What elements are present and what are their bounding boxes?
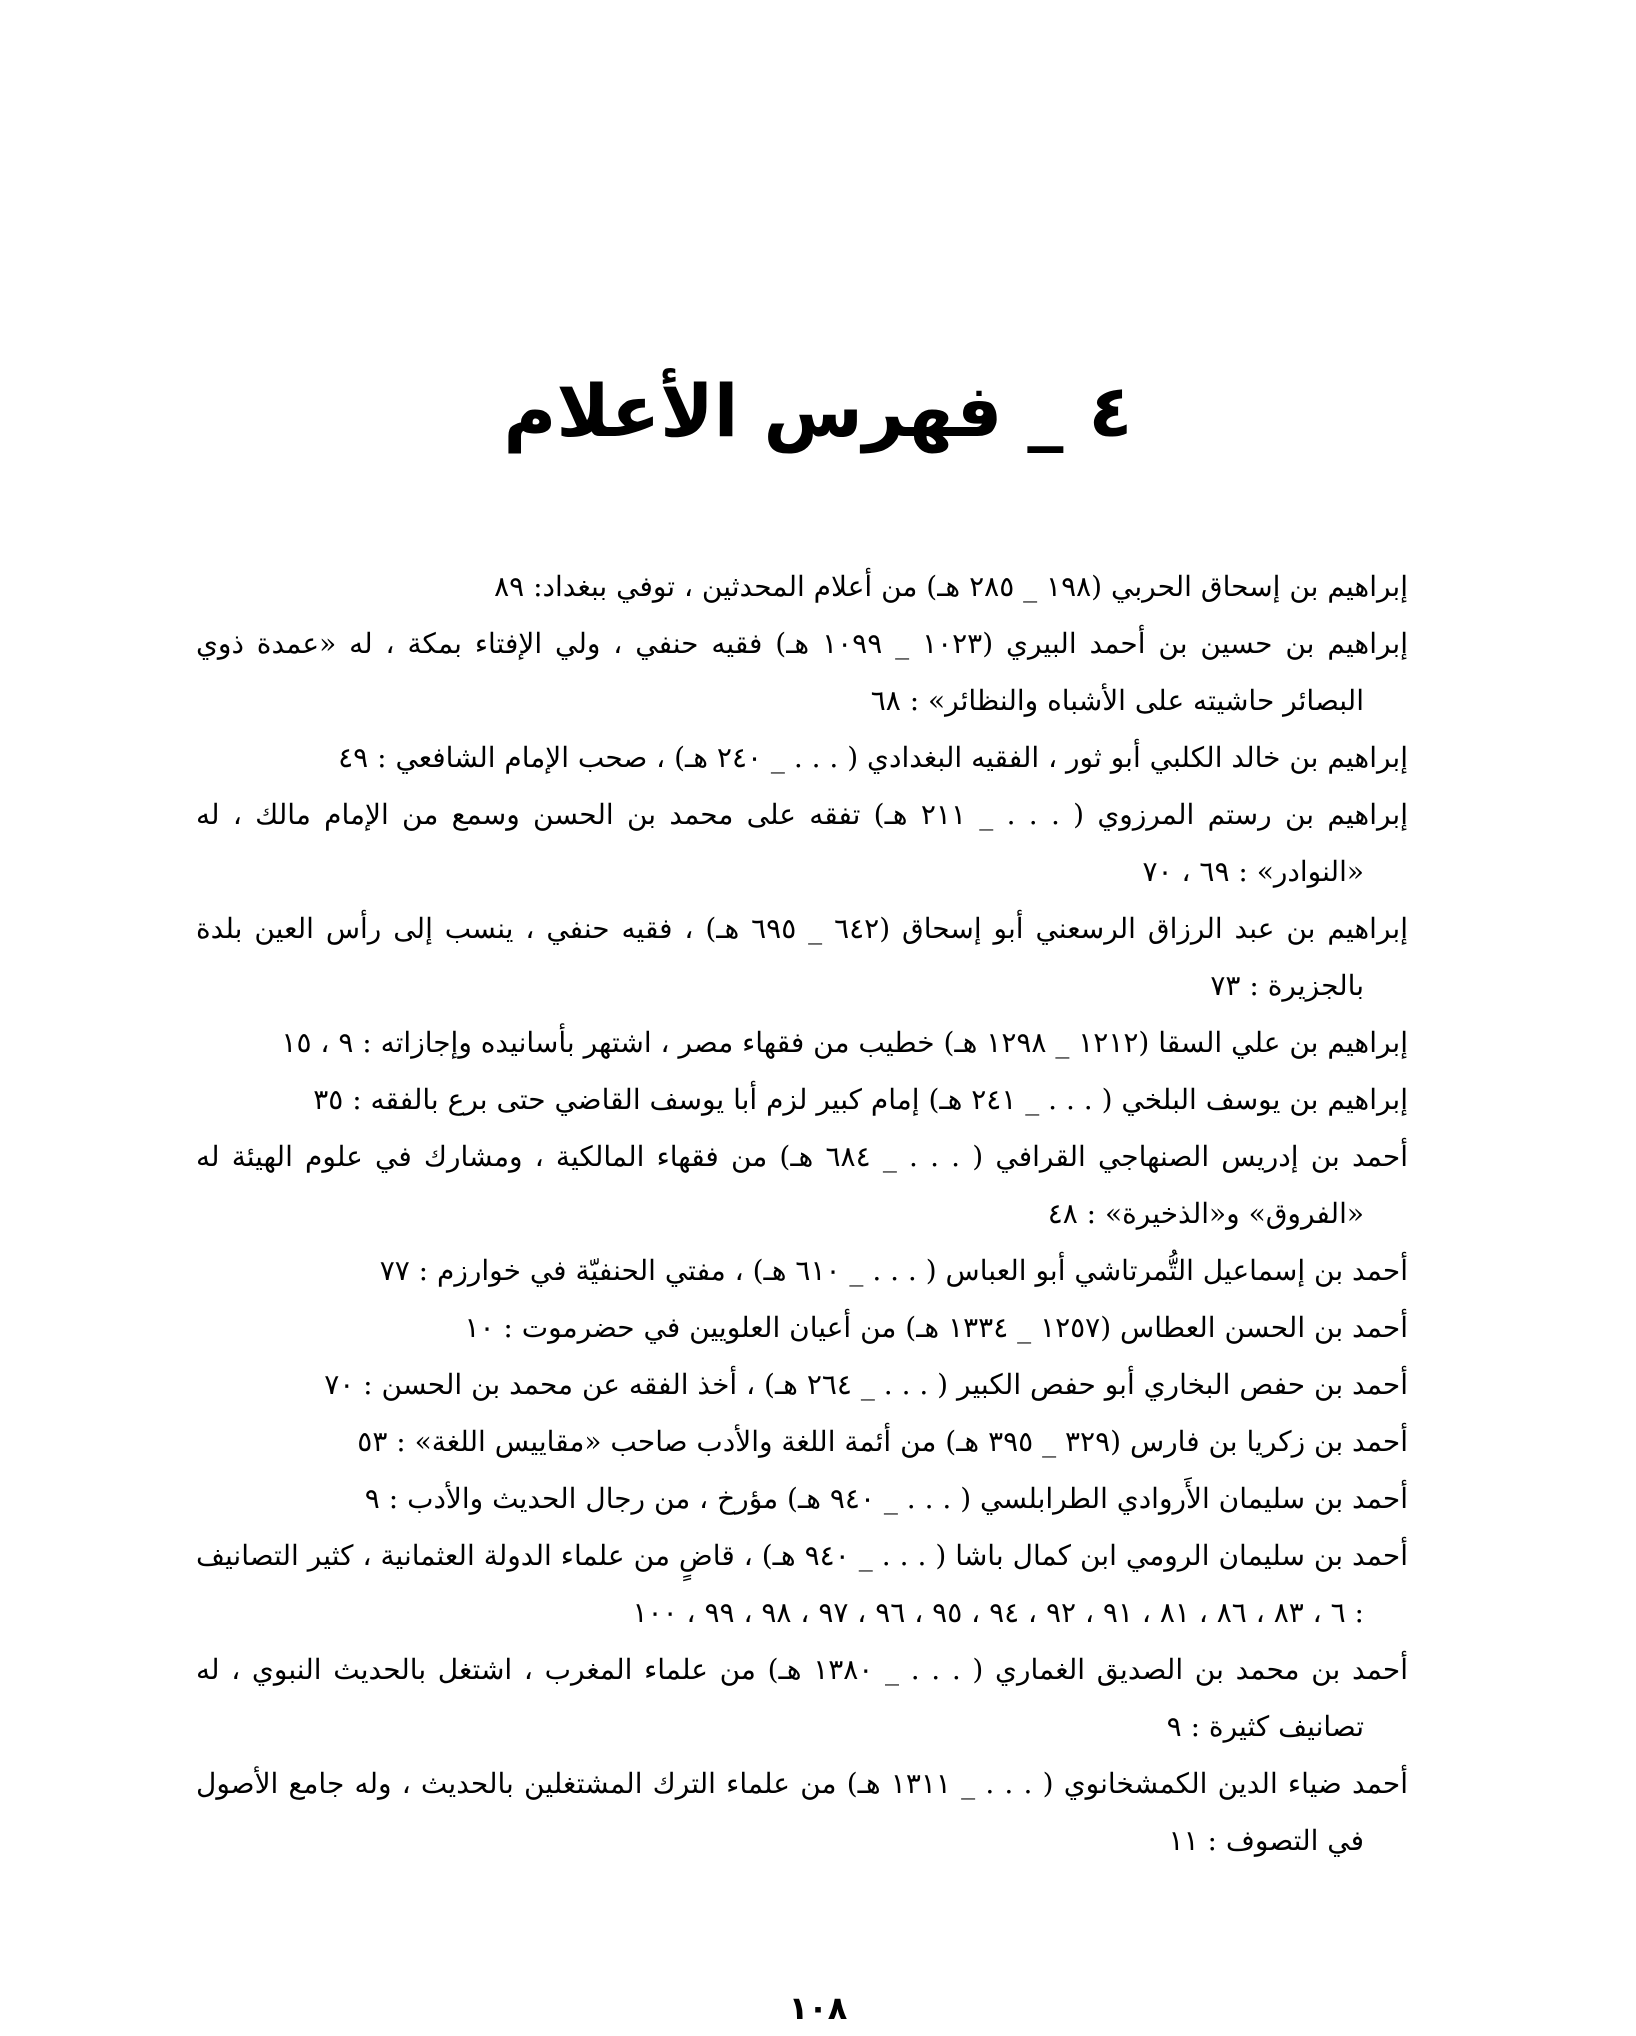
index-entry: إبراهيم بن حسين بن أحمد البيري (١٠٢٣ _ ١٠٩٩ هـ) فقيه حنفي ، ولي الإفتاء بمكة ، له «عمدة ذوي البصائر حاشيته على الأشباه والنظائر» : ٦٨ xyxy=(196,627,1408,717)
index-entry: إبراهيم بن علي السقا (١٢١٢ _ ١٢٩٨ هـ) خطيب من فقهاء مصر ، اشتهر بأسانيده وإجازاته : ٩ ، ١٥ xyxy=(281,1026,1408,1059)
page-number: ١٠٨ xyxy=(788,1989,848,2027)
index-entry: أحمد ضياء الدين الكمشخانوي ( . . . _ ١٣١١ هـ) من علماء الترك المشتغلين بالحديث ، وله جامع الأصول في التصوف : ١١ xyxy=(196,1767,1408,1857)
index-entry: أحمد بن سليمان الأَروادي الطرابلسي ( . . . _ ٩٤٠ هـ) مؤرخ ، من رجال الحديث والأدب : ٩ xyxy=(364,1482,1408,1515)
index-entry: إبراهيم بن يوسف البلخي ( . . . _ ٢٤١ هـ) إمام كبير لزم أبا يوسف القاضي حتى برع بالفقه : ٣٥ xyxy=(313,1083,1408,1116)
index-entry: أحمد بن محمد بن الصديق الغماري ( . . . _ ١٣٨٠ هـ) من علماء المغرب ، اشتغل بالحديث النبوي ، له تصانيف كثيرة : ٩ xyxy=(196,1653,1408,1743)
index-entry: أحمد بن الحسن العطاس (١٢٥٧ _ ١٣٣٤ هـ) من أعيان العلويين في حضرموت : ١٠ xyxy=(464,1311,1408,1344)
index-entry: إبراهيم بن خالد الكلبي أبو ثور ، الفقيه البغدادي ( . . . _ ٢٤٠ هـ) ، صحب الإمام الشافعي : ٤٩ xyxy=(338,741,1408,774)
index-entry: أحمد بن إدريس الصنهاجي القرافي ( . . . _ ٦٨٤ هـ) من فقهاء المالكية ، ومشارك في علوم الهيئة له «الفروق» و«الذخيرة» : ٤٨ xyxy=(196,1140,1408,1230)
names-index-list xyxy=(196,558,1408,1869)
index-entry: أحمد بن حفص البخاري أبو حفص الكبير ( . . . _ ٢٦٤ هـ) ، أخذ الفقه عن محمد بن الحسن : ٧٠ xyxy=(324,1368,1408,1401)
index-entry: إبراهيم بن إسحاق الحربي (١٩٨ _ ٢٨٥ هـ) من أعلام المحدثين ، توفي ببغداد: ٨٩ xyxy=(494,570,1408,603)
index-entry: أحمد بن سليمان الرومي ابن كمال باشا ( . . . _ ٩٤٠ هـ) ، قاضٍ من علماء الدولة العثمانية ، كثير التصانيف : ٦ ، ٨٣ ، ٨٦ ، ٨١ ، ٩١ ، ٩٢ ، ٩٤ ، ٩٥ ، ٩٦ ، ٩٧ ، ٩٨ ، ٩٩ ، ١٠٠ xyxy=(196,1539,1409,1629)
index-entry: إبراهيم بن رستم المرزوي ( . . . _ ٢١١ هـ) تفقه على محمد بن الحسن وسمع من الإمام مالك ، له «النوادر» : ٦٩ ، ٧٠ xyxy=(196,798,1408,888)
index-entry: أحمد بن زكريا بن فارس (٣٢٩ _ ٣٩٥ هـ) من أئمة اللغة والأدب صاحب «مقاييس اللغة» : ٥٣ xyxy=(357,1425,1408,1458)
index-entry: إبراهيم بن عبد الرزاق الرسعني أبو إسحاق (٦٤٢ _ ٦٩٥ هـ) ، فقيه حنفي ، ينسب إلى رأس العين بلدة بالجزيرة : ٧٣ xyxy=(196,912,1408,1002)
index-entry: أحمد بن إسماعيل التُّمرتاشي أبو العباس ( . . . _ ٦١٠ هـ) ، مفتي الحنفيّة في خوارزم : ٧٧ xyxy=(379,1254,1408,1287)
page-title: ٤ _ فهرس الأعلام xyxy=(503,369,1133,454)
